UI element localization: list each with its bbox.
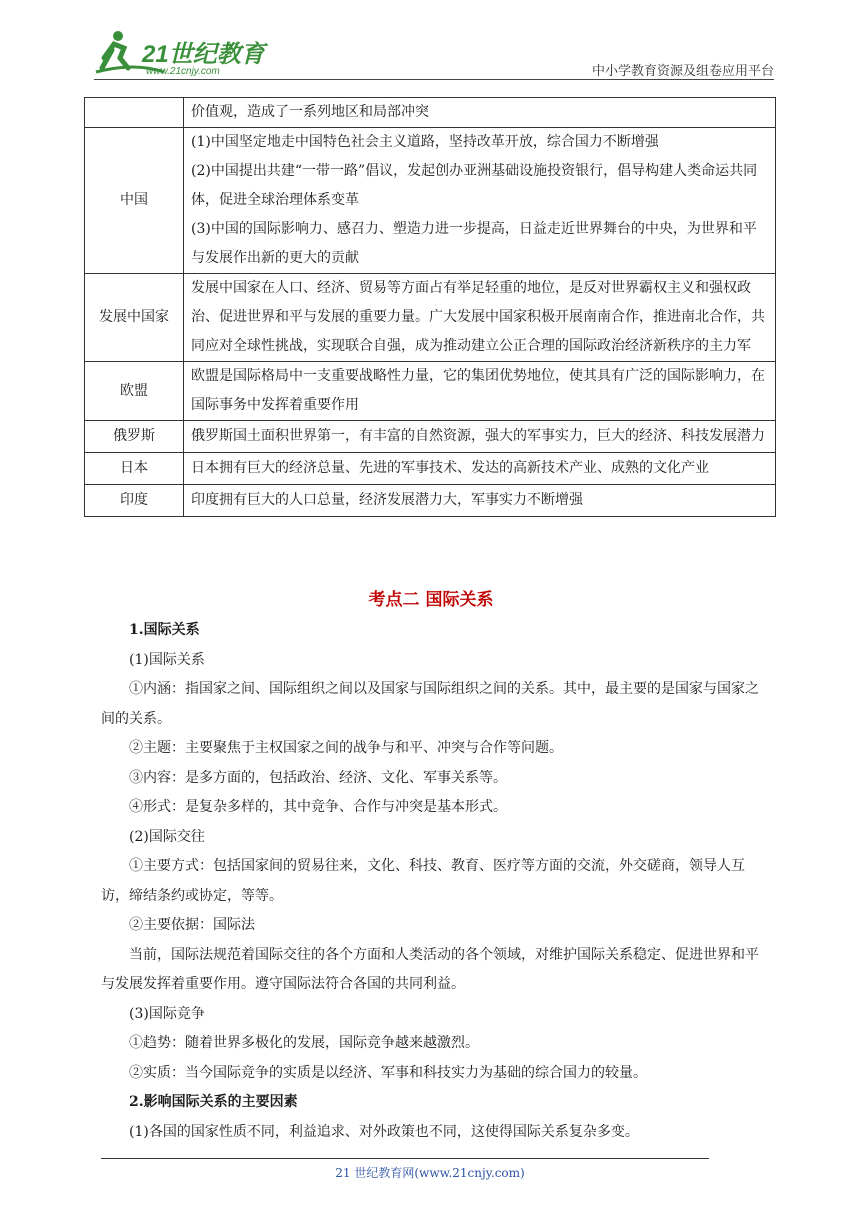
paragraph: 当前，国际法规范着国际交往的各个方面和人类活动的各个领域，对维护国际关系稳定、促进世界和平与发展发挥着重要作用。遵守国际法符合各国的共同利益。 — [101, 946, 759, 992]
paragraph: (1)各国的国家性质不同，利益追求、对外政策也不同，这使得国际关系复杂多变。 — [129, 1123, 639, 1140]
table-row — [85, 274, 776, 362]
subheading: 2.影响国际关系的主要因素 — [129, 1094, 298, 1110]
country-name-cell: 俄罗斯 — [85, 421, 184, 453]
table-row — [85, 362, 776, 421]
country-description-cell — [184, 98, 776, 128]
description-line: 价值观，造成了一系列地区和局部冲突 — [191, 104, 429, 120]
section-title: 考点二 国际关系 — [368, 590, 494, 610]
logo-url: www.21cnjy.com — [146, 66, 220, 76]
description-line: 欧盟是国际格局中一支重要战略性力量，它的集团优势地位，使其具有广泛的国际影响力，在国际事务中发挥着重要作用 — [191, 368, 765, 413]
table-row — [85, 485, 776, 517]
paragraph: ①趋势：随着世界多极化的发展，国际竞争越来越激烈。 — [129, 1035, 479, 1051]
country-name-cell: 印度 — [85, 485, 184, 517]
table-row — [85, 128, 776, 274]
logo-text: 21世纪教育 — [142, 41, 265, 68]
main-content — [101, 586, 761, 1147]
table-row — [85, 98, 776, 128]
paragraph: ②实质：当今国际竞争的实质是以经济、军事和科技实力为基础的综合国力的较量。 — [129, 1064, 647, 1081]
page-header — [94, 28, 774, 82]
footer-divider — [101, 1158, 709, 1159]
paragraph: (3)国际竞争 — [129, 1005, 205, 1022]
site-logo[interactable] — [94, 28, 294, 76]
country-description-cell — [184, 453, 776, 485]
runner-logo-icon — [94, 28, 294, 76]
country-name-cell: 日本 — [85, 453, 184, 485]
platform-name: 中小学教育资源及组卷应用平台 — [591, 64, 774, 79]
description-line: 发展中国家在人口、经济、贸易等方面占有举足轻重的地位，是反对世界霸权主义和强权政治、促进世界和平与发展的重要力量。广大发展中国家积极开展南南合作，推进南北合作，共同应对全球性挑战，实现联合自强，成为推动建立公正合理的国际政治经济新秩序的主力军 — [191, 280, 765, 354]
paragraph: (2)国际交往 — [129, 828, 205, 845]
footer-text[interactable]: 21 世纪教育网(www.21cnjy.com) — [335, 1166, 525, 1180]
description-line: (3)中国的国际影响力、感召力、塑造力进一步提高，日益走近世界舞台的中央，为世界和平与发展作出新的更大的贡献 — [191, 221, 757, 266]
country-description-cell — [184, 362, 776, 421]
paragraph: ②主要依据：国际法 — [129, 917, 255, 933]
description-line: (2)中国提出共建“一带一路”倡议，发起创办亚洲基础设施投资银行，倡导构建人类命运共同体，促进全球治理体系变革 — [191, 163, 758, 208]
description-line: 俄罗斯国土面积世界第一，有丰富的自然资源，强大的军事实力，巨大的经济、科技发展潜力 — [191, 428, 765, 444]
country-description-cell — [184, 421, 776, 453]
country-name-cell: 中国 — [85, 128, 184, 274]
country-table — [84, 97, 776, 517]
paragraph-list — [101, 616, 761, 1147]
country-name-cell: 欧盟 — [85, 362, 184, 421]
table-row — [85, 453, 776, 485]
paragraph: ③内容：是多方面的，包括政治、经济、文化、军事关系等。 — [129, 769, 507, 786]
country-description-cell — [184, 485, 776, 517]
subheading: 1.国际关系 — [129, 622, 200, 638]
paragraph: ①内涵：指国家之间、国际组织之间以及国家与国际组织之间的关系。其中，最主要的是国家与国家之间的关系。 — [101, 681, 759, 727]
country-name-cell: 发展中国家 — [85, 274, 184, 362]
table-row — [85, 421, 776, 453]
paragraph: ②主题：主要聚焦于主权国家之间的战争与和平、冲突与合作等问题。 — [129, 740, 563, 756]
country-description-cell — [184, 128, 776, 274]
description-line: 日本拥有巨大的经济总量、先进的军事技术、发达的高新技术产业、成熟的文化产业 — [191, 460, 709, 476]
paragraph: ①主要方式：包括国家间的贸易往来，文化、科技、教育、医疗等方面的交流，外交磋商，领导人互访，缔结条约或协定，等等。 — [101, 858, 745, 904]
description-line: (1)中国坚定地走中国特色社会主义道路，坚持改革开放，综合国力不断增强 — [191, 134, 659, 150]
paragraph: ④形式：是复杂多样的，其中竞争、合作与冲突是基本形式。 — [129, 799, 507, 815]
country-description-cell — [184, 274, 776, 362]
paragraph: (1)国际关系 — [129, 651, 205, 668]
description-line: 印度拥有巨大的人口总量，经济发展潜力大，军事实力不断增强 — [191, 492, 583, 508]
header-divider — [94, 79, 774, 80]
country-name-cell — [85, 98, 184, 128]
